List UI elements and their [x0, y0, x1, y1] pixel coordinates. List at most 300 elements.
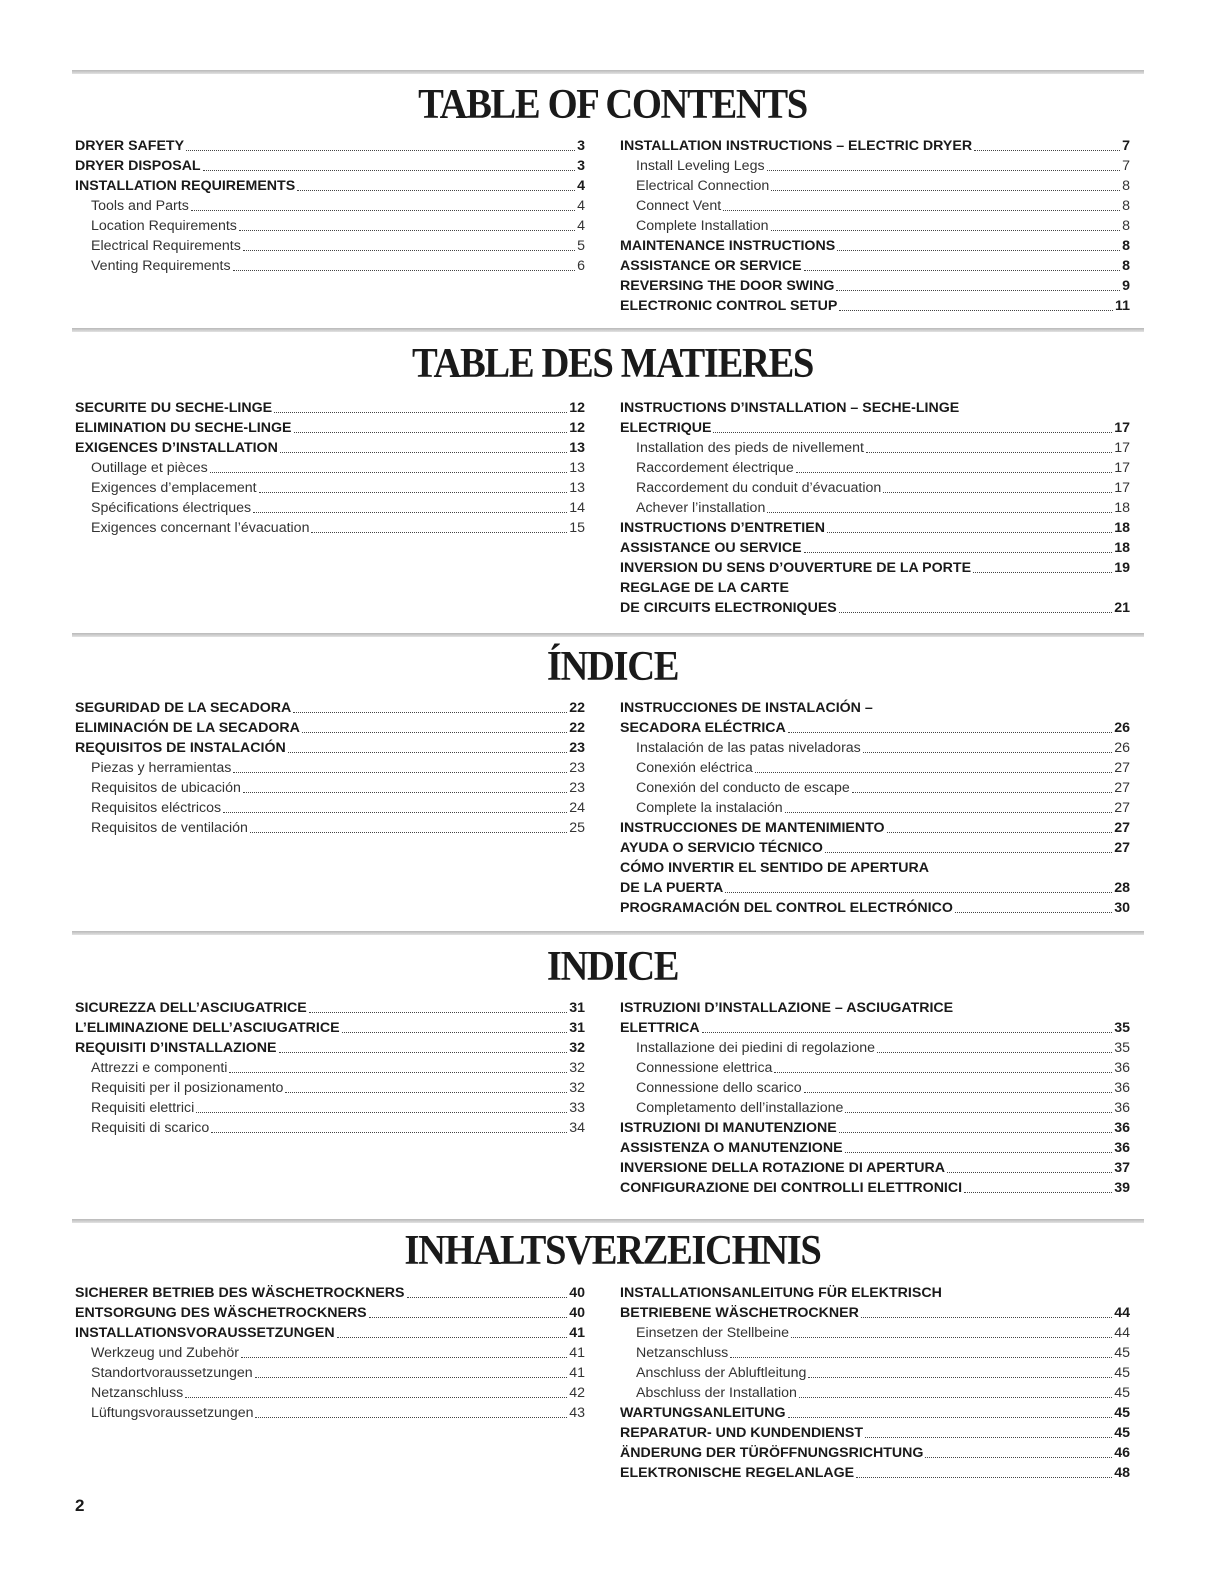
toc-entry-title: Requisiti per il posizionamento [91, 1080, 284, 1096]
toc-entry-title: ASSISTENZA O MANUTENZIONE [620, 1140, 843, 1156]
toc-entry [75, 418, 585, 438]
toc-entry-page: 27 [1114, 840, 1130, 856]
toc-entry-page: 23 [569, 740, 585, 756]
toc-entry-title: Connect Vent [636, 198, 722, 214]
dot-leader [863, 752, 1112, 753]
toc-entry-title: ELECTRIQUE [620, 420, 712, 436]
dot-leader [229, 1072, 567, 1073]
toc-entry [620, 518, 1130, 538]
toc-entry-page: 27 [1114, 820, 1130, 836]
dot-leader [280, 452, 567, 453]
toc-entry [75, 738, 585, 758]
toc-column-left [75, 398, 585, 538]
toc-entry-page: 13 [569, 480, 585, 496]
toc-entry [75, 1038, 585, 1058]
dot-leader [337, 1337, 568, 1338]
toc-column-right [620, 398, 1130, 618]
dot-leader [210, 472, 567, 473]
toc-entry [75, 718, 585, 738]
toc-subentry [75, 256, 585, 276]
toc-entry-page: 44 [1114, 1325, 1130, 1341]
toc-entry-page: 18 [1114, 540, 1130, 556]
toc-entry-title: Exigences d’emplacement [91, 480, 257, 496]
toc-subentry [620, 156, 1130, 176]
toc-entry-title: Venting Requirements [91, 258, 231, 274]
dot-leader [852, 792, 1112, 793]
toc-subentry [75, 1098, 585, 1118]
toc-entry-title: DRYER DISPOSAL [75, 158, 201, 174]
section-heading: TABLE OF CONTENTS [418, 82, 807, 128]
toc-entry [620, 1463, 1130, 1483]
dot-leader [866, 452, 1112, 453]
toc-entry-page: 36 [1114, 1120, 1130, 1136]
dot-leader [203, 170, 576, 171]
dot-leader [285, 1092, 567, 1093]
dot-leader [196, 1112, 567, 1113]
toc-entry [620, 1443, 1130, 1463]
toc-entry-title: Location Requirements [91, 218, 237, 234]
dot-leader [255, 1377, 568, 1378]
toc-column-left [75, 136, 585, 276]
dot-leader [369, 1317, 568, 1318]
toc-entry-title: REPARATUR- UND KUNDENDIENST [620, 1425, 864, 1441]
toc-entry-title: Requisiti elettrici [91, 1100, 195, 1116]
toc-entry-title: REQUISITOS DE INSTALACIÓN [75, 740, 286, 756]
toc-entry-page: 31 [569, 1000, 585, 1016]
toc-entry-page: 8 [1122, 218, 1130, 234]
dot-leader [239, 230, 575, 231]
toc-entry-page: 12 [569, 420, 585, 436]
section-heading: ÍNDICE [546, 644, 679, 690]
toc-subentry [75, 498, 585, 518]
dot-leader [791, 1337, 1112, 1338]
dot-leader [702, 1032, 1113, 1033]
toc-entry-page: 22 [569, 720, 585, 736]
toc-entry-title: INVERSIONE DELLA ROTAZIONE DI APERTURA [620, 1160, 946, 1176]
toc-entry [620, 698, 1130, 718]
toc-entry-title: Requisitos de ubicación [91, 780, 241, 796]
toc-entry-page: 32 [569, 1040, 585, 1056]
dot-leader [796, 472, 1113, 473]
toc-entry [620, 858, 1130, 878]
toc-entry [620, 136, 1130, 156]
dot-leader [771, 190, 1120, 191]
toc-entry-page: 3 [577, 138, 585, 154]
dot-leader [233, 270, 576, 271]
toc-entry-title: Requisitos de ventilación [91, 820, 248, 836]
toc-entry-title: BETRIEBENE WÄSCHETROCKNER [620, 1305, 859, 1321]
dot-leader [713, 432, 1112, 433]
toc-subentry [75, 818, 585, 838]
toc-entry-title: INSTALLATIONSVORAUSSETZUNGEN [75, 1325, 335, 1341]
toc-entry-title: Complete Installation [636, 218, 769, 234]
toc-entry-title: Conexión eléctrica [636, 760, 753, 776]
toc-column-right [620, 136, 1130, 316]
toc-entry-title: Outillage et pièces [91, 460, 208, 476]
toc-entry [620, 818, 1130, 838]
toc-entry-page: 18 [1114, 500, 1130, 516]
toc-entry-title: INSTRUCCIONES DE INSTALACIÓN – [620, 700, 873, 716]
dot-leader [259, 492, 568, 493]
toc-entry [620, 1423, 1130, 1443]
toc-entry-title: ÄNDERUNG DER TÜRÖFFNUNGSRICHTUNG [620, 1445, 924, 1461]
toc-entry-title: INSTRUCTIONS D’ENTRETIEN [620, 520, 825, 536]
section-divider [72, 70, 1144, 74]
toc-entry-title: SECADORA ELÉCTRICA [620, 720, 786, 736]
toc-entry-title: INSTRUCTIONS D’INSTALLATION – SECHE-LINGE [620, 400, 960, 416]
toc-subentry [620, 216, 1130, 236]
dot-leader [788, 732, 1112, 733]
toc-entry-title: INSTALLATION REQUIREMENTS [75, 178, 296, 194]
toc-entry [75, 1018, 585, 1038]
toc-entry-title: AYUDA O SERVICIO TÉCNICO [620, 840, 823, 856]
dot-leader [771, 230, 1121, 231]
toc-entry [620, 398, 1130, 418]
toc-entry-page: 17 [1114, 480, 1130, 496]
toc-entry-page: 36 [1114, 1140, 1130, 1156]
toc-entry-page: 41 [569, 1325, 585, 1341]
toc-entry-page: 18 [1114, 520, 1130, 536]
toc-subentry [75, 1078, 585, 1098]
dot-leader [804, 552, 1113, 553]
toc-entry [620, 1138, 1130, 1158]
dot-leader [788, 1417, 1113, 1418]
dot-leader [725, 892, 1112, 893]
dot-leader [839, 1132, 1112, 1133]
toc-entry-title: REGLAGE DE LA CARTE [620, 580, 789, 596]
dot-leader [191, 210, 575, 211]
toc-entry [620, 1118, 1130, 1138]
toc-entry-title: DE CIRCUITS ELECTRONIQUES [620, 600, 837, 616]
toc-subentry [620, 1383, 1130, 1403]
dot-leader [241, 1357, 567, 1358]
toc-entry [620, 998, 1130, 1018]
toc-subentry [75, 758, 585, 778]
toc-entry-title: Exigences concernant l’évacuation [91, 520, 310, 536]
toc-entry-title: Raccordement électrique [636, 460, 794, 476]
dot-leader [730, 1357, 1112, 1358]
toc-entry-title: SICHERER BETRIEB DES WÄSCHETROCKNERS [75, 1285, 405, 1301]
toc-entry-title: INVERSION DU SENS D’OUVERTURE DE LA PORTE [620, 560, 972, 576]
toc-subentry [620, 798, 1130, 818]
toc-entry-title: DE LA PUERTA [620, 880, 724, 896]
toc-entry [620, 296, 1130, 316]
toc-entry-page: 36 [1114, 1100, 1130, 1116]
toc-subentry [75, 478, 585, 498]
toc-entry-page: 45 [1114, 1365, 1130, 1381]
toc-entry [75, 136, 585, 156]
dot-leader [407, 1297, 568, 1298]
toc-entry-title: ASSISTANCE OU SERVICE [620, 540, 802, 556]
toc-entry-title: Installation des pieds de nivellement [636, 440, 864, 456]
dot-leader [865, 1437, 1112, 1438]
toc-subentry [75, 196, 585, 216]
toc-entry-title: Werkzeug und Zubehör [91, 1345, 240, 1361]
toc-entry-page: 24 [569, 800, 585, 816]
dot-leader [255, 1417, 567, 1418]
toc-entry-title: Connessione dello scarico [636, 1080, 802, 1096]
toc-entry-page: 7 [1122, 158, 1130, 174]
toc-entry-title: Requisiti di scarico [91, 1120, 210, 1136]
toc-entry-page: 33 [569, 1100, 585, 1116]
toc-entry-page: 8 [1122, 178, 1130, 194]
toc-entry [75, 438, 585, 458]
toc-column-right [620, 998, 1130, 1198]
toc-entry-page: 44 [1114, 1305, 1130, 1321]
toc-entry-page: 8 [1122, 238, 1130, 254]
toc-entry [620, 898, 1130, 918]
toc-entry-page: 32 [569, 1060, 585, 1076]
toc-subentry [75, 1403, 585, 1423]
toc-entry-title: Instalación de las patas niveladoras [636, 740, 861, 756]
dot-leader [185, 1397, 567, 1398]
toc-entry-page: 3 [577, 158, 585, 174]
toc-entry-title: EXIGENCES D’INSTALLATION [75, 440, 278, 456]
toc-entry-title: PROGRAMACIÓN DEL CONTROL ELECTRÓNICO [620, 900, 953, 916]
toc-entry-page: 40 [569, 1305, 585, 1321]
toc-subentry [75, 1383, 585, 1403]
toc-entry-page: 32 [569, 1080, 585, 1096]
page-number: 2 [75, 1496, 85, 1515]
toc-entry-title: ISTRUZIONI D’INSTALLAZIONE – ASCIUGATRICE [620, 1000, 954, 1016]
dot-leader [311, 532, 567, 533]
section-divider [72, 1219, 1144, 1223]
toc-column-right [620, 698, 1130, 918]
dot-leader [845, 1112, 1112, 1113]
dot-leader [279, 1052, 568, 1053]
toc-subentry [620, 498, 1130, 518]
toc-entry-page: 27 [1114, 780, 1130, 796]
toc-entry-title: Achever l’installation [636, 500, 766, 516]
toc-subentry [620, 1058, 1130, 1078]
dot-leader [293, 712, 567, 713]
toc-entry-title: ELIMINATION DU SECHE-LINGE [75, 420, 292, 436]
toc-entry-title: REQUISITI D’INSTALLAZIONE [75, 1040, 277, 1056]
toc-entry [620, 1403, 1130, 1423]
toc-entry-page: 13 [569, 460, 585, 476]
toc-entry-title: SICUREZZA DELL’ASCIUGATRICE [75, 1000, 307, 1016]
toc-entry-title: Piezas y herramientas [91, 760, 232, 776]
dot-leader [250, 832, 567, 833]
dot-leader [309, 1012, 567, 1013]
toc-subentry [620, 196, 1130, 216]
toc-entry [620, 1158, 1130, 1178]
toc-entry-title: Einsetzen der Stellbeine [636, 1325, 790, 1341]
toc-entry-title: ASSISTANCE OR SERVICE [620, 258, 802, 274]
toc-entry-title: Lüftungsvoraussetzungen [91, 1405, 254, 1421]
toc-entry [620, 1018, 1130, 1038]
toc-entry-page: 4 [577, 178, 585, 194]
dot-leader [964, 1192, 1112, 1193]
toc-entry-title: SECURITE DU SECHE-LINGE [75, 400, 273, 416]
toc-entry-title: Connessione elettrica [636, 1060, 773, 1076]
toc-entry-title: Abschluss der Installation [636, 1385, 797, 1401]
dot-leader [804, 270, 1121, 271]
section-divider [72, 633, 1144, 637]
toc-entry-title: SEGURIDAD DE LA SECADORA [75, 700, 292, 716]
dot-leader [861, 1317, 1112, 1318]
toc-entry-title: DRYER SAFETY [75, 138, 185, 154]
toc-entry-page: 17 [1114, 420, 1130, 436]
dot-leader [799, 1397, 1112, 1398]
toc-subentry [75, 1058, 585, 1078]
toc-entry [75, 998, 585, 1018]
toc-entry-page: 34 [569, 1120, 585, 1136]
toc-entry [620, 558, 1130, 578]
toc-entry [620, 1303, 1130, 1323]
section-heading: INHALTSVERZEICHNIS [404, 1228, 821, 1274]
toc-entry [75, 156, 585, 176]
toc-entry-page: 46 [1114, 1445, 1130, 1461]
dot-leader [836, 290, 1120, 291]
dot-leader [767, 512, 1112, 513]
dot-leader [839, 612, 1112, 613]
dot-leader [973, 572, 1112, 573]
toc-entry-page: 26 [1114, 740, 1130, 756]
toc-entry-title: Electrical Connection [636, 178, 770, 194]
toc-entry-title: Completamento dell’installazione [636, 1100, 844, 1116]
toc-entry-title: Netzanschluss [91, 1385, 184, 1401]
toc-subentry [620, 1038, 1130, 1058]
toc-entry-page: 9 [1122, 278, 1130, 294]
toc-entry-page: 19 [1114, 560, 1130, 576]
toc-entry-page: 27 [1114, 800, 1130, 816]
dot-leader [845, 1152, 1113, 1153]
toc-entry-title: WARTUNGSANLEITUNG [620, 1405, 786, 1421]
dot-leader [925, 1457, 1112, 1458]
toc-column-left [75, 698, 585, 838]
dot-leader [774, 1072, 1112, 1073]
dot-leader [302, 732, 567, 733]
dot-leader [883, 492, 1112, 493]
toc-subentry [75, 778, 585, 798]
dot-leader [955, 912, 1112, 913]
toc-entry-title: CÓMO INVERTIR EL SENTIDO DE APERTURA [620, 860, 929, 876]
toc-entry-page: 28 [1114, 880, 1130, 896]
toc-entry-title: INSTALLATION INSTRUCTIONS – ELECTRIC DRYER [620, 138, 973, 154]
toc-entry-page: 12 [569, 400, 585, 416]
toc-entry [620, 578, 1130, 598]
toc-entry-page: 15 [569, 520, 585, 536]
toc-entry-title: Raccordement du conduit d’évacuation [636, 480, 882, 496]
dot-leader [755, 772, 1113, 773]
toc-entry [75, 398, 585, 418]
toc-entry-title: Conexión del conducto de escape [636, 780, 850, 796]
toc-entry-title: Install Leveling Legs [636, 158, 765, 174]
toc-entry [620, 718, 1130, 738]
toc-entry-page: 5 [577, 238, 585, 254]
toc-entry-page: 45 [1114, 1405, 1130, 1421]
toc-subentry [75, 1343, 585, 1363]
section-heading: INDICE [546, 944, 679, 990]
dot-leader [253, 512, 567, 513]
toc-entry [620, 1283, 1130, 1303]
dot-leader [804, 1092, 1113, 1093]
toc-entry-title: Netzanschluss [636, 1345, 729, 1361]
toc-entry-title: ELIMINACIÓN DE LA SECADORA [75, 720, 300, 736]
toc-entry [620, 538, 1130, 558]
toc-entry-page: 23 [569, 760, 585, 776]
toc-entry-title: Electrical Requirements [91, 238, 241, 254]
toc-entry [620, 418, 1130, 438]
toc-entry-title: ELEKTRONISCHE REGELANLAGE [620, 1465, 855, 1481]
toc-subentry [75, 518, 585, 538]
toc-entry-page: 36 [1114, 1060, 1130, 1076]
toc-entry [75, 176, 585, 196]
toc-entry-title: Installazione dei piedini di regolazione [636, 1040, 875, 1056]
toc-subentry [75, 1363, 585, 1383]
toc-entry-page: 8 [1122, 258, 1130, 274]
dot-leader [877, 1052, 1112, 1053]
toc-entry-page: 14 [569, 500, 585, 516]
toc-entry-title: REVERSING THE DOOR SWING [620, 278, 835, 294]
toc-subentry [620, 478, 1130, 498]
toc-column-left [75, 998, 585, 1138]
toc-entry-page: 43 [569, 1405, 585, 1421]
dot-leader [825, 852, 1112, 853]
toc-subentry [620, 1098, 1130, 1118]
section-divider [72, 328, 1144, 332]
toc-entry-page: 45 [1114, 1345, 1130, 1361]
toc-entry-title: Attrezzi e componenti [91, 1060, 228, 1076]
toc-entry-title: MAINTENANCE INSTRUCTIONS [620, 238, 836, 254]
toc-entry-page: 26 [1114, 720, 1130, 736]
toc-entry-page: 4 [577, 218, 585, 234]
toc-entry-title: ISTRUZIONI DI MANUTENZIONE [620, 1120, 837, 1136]
toc-subentry [75, 458, 585, 478]
toc-entry-page: 39 [1114, 1180, 1130, 1196]
toc-entry-page: 23 [569, 780, 585, 796]
dot-leader [827, 532, 1112, 533]
toc-entry-title: L’ELIMINAZIONE DELL’ASCIUGATRICE [75, 1020, 340, 1036]
dot-leader [837, 250, 1120, 251]
dot-leader [887, 832, 1113, 833]
toc-entry-title: ELECTRONIC CONTROL SETUP [620, 298, 838, 314]
toc-subentry [75, 216, 585, 236]
toc-subentry [620, 458, 1130, 478]
toc-entry-page: 40 [569, 1285, 585, 1301]
toc-entry [75, 698, 585, 718]
toc-entry-page: 21 [1114, 600, 1130, 616]
dot-leader [723, 210, 1120, 211]
toc-entry-page: 41 [569, 1365, 585, 1381]
toc-entry [620, 256, 1130, 276]
toc-entry-page: 27 [1114, 760, 1130, 776]
toc-entry-title: Tools and Parts [91, 198, 189, 214]
toc-subentry [620, 758, 1130, 778]
dot-leader [243, 250, 575, 251]
toc-subentry [620, 176, 1130, 196]
toc-entry-page: 17 [1114, 440, 1130, 456]
toc-entry [620, 878, 1130, 898]
toc-entry-page: 7 [1122, 138, 1130, 154]
dot-leader [785, 812, 1113, 813]
toc-entry [620, 236, 1130, 256]
toc-entry-title: INSTRUCCIONES DE MANTENIMIENTO [620, 820, 885, 836]
toc-subentry [620, 738, 1130, 758]
toc-entry-page: 4 [577, 198, 585, 214]
toc-entry [620, 276, 1130, 296]
toc-subentry [620, 1363, 1130, 1383]
toc-subentry [75, 798, 585, 818]
toc-entry-page: 8 [1122, 198, 1130, 214]
toc-entry-page: 45 [1114, 1385, 1130, 1401]
dot-leader [243, 792, 567, 793]
toc-entry [620, 838, 1130, 858]
toc-entry-page: 25 [569, 820, 585, 836]
toc-entry-title: Spécifications électriques [91, 500, 252, 516]
toc-entry-page: 45 [1114, 1425, 1130, 1441]
